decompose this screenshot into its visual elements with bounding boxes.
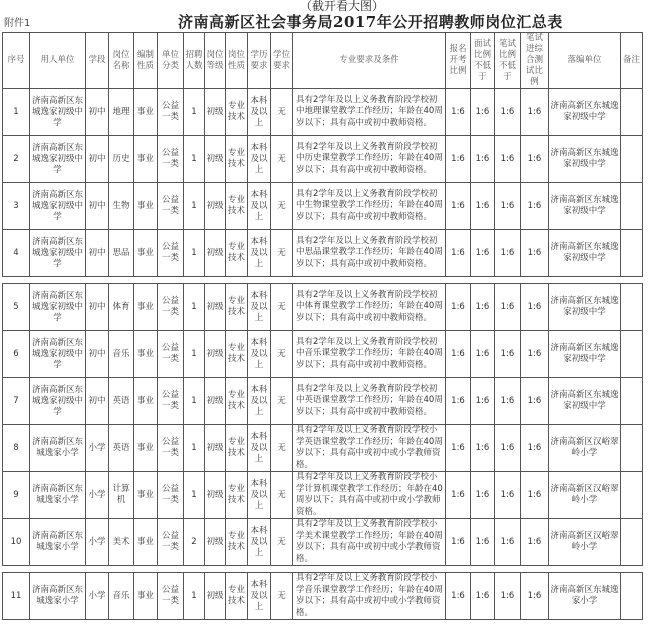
interview-ratio: 1:6 — [471, 472, 495, 519]
staffing-type: 事业 — [134, 230, 158, 277]
written-ratio: 1:6 — [495, 89, 521, 136]
employer-unit: 济南高新区东城逸家初级中学 — [30, 378, 86, 425]
degree-req: 无 — [271, 183, 293, 230]
interview-ratio: 1:6 — [471, 183, 495, 230]
column-header: 岗位等级 — [205, 33, 226, 89]
hiring-count: 1 — [184, 230, 205, 277]
conditions: 具有2学年及以上义务教育阶段学校小学英语课堂教学工作经历；年龄在40周岁以下；具有高中或初中或小学教师资格。 — [293, 425, 446, 472]
employer-unit: 济南高新区东城逸家初级中学 — [30, 284, 86, 331]
destination-unit: 济南高新区东城逸家初级中学 — [549, 230, 621, 277]
staffing-type: 事业 — [134, 573, 158, 620]
post-nature: 专业技术 — [226, 136, 248, 183]
post-level: 初级 — [205, 519, 226, 566]
post-name: 体育 — [109, 284, 134, 331]
interview-ratio: 1:6 — [471, 89, 495, 136]
row-number: 6 — [3, 331, 30, 378]
written-ratio: 1:6 — [495, 331, 521, 378]
post-level: 初级 — [205, 89, 226, 136]
degree-req: 无 — [271, 573, 293, 620]
written-ratio: 1:6 — [495, 284, 521, 331]
unit-category: 公益一类 — [158, 230, 184, 277]
hiring-count: 1 — [184, 472, 205, 519]
destination-unit: 济南高新区东城逸家初级中学 — [549, 136, 621, 183]
post-name: 历史 — [109, 136, 134, 183]
interview-ratio: 1:6 — [471, 284, 495, 331]
remarks — [621, 331, 643, 378]
education-req: 本科及以上 — [248, 573, 271, 620]
staffing-type: 事业 — [134, 378, 158, 425]
row-number: 1 — [3, 89, 30, 136]
column-header: 招聘人数 — [184, 33, 205, 89]
degree-req: 无 — [271, 230, 293, 277]
written-ratio: 1:6 — [495, 183, 521, 230]
gap-cell — [3, 566, 643, 573]
column-header: 专业要求及条件 — [293, 33, 446, 89]
school-stage: 初中 — [86, 378, 109, 425]
column-header: 学历要求 — [248, 33, 271, 89]
registration-ratio: 1:6 — [446, 89, 471, 136]
school-stage: 初中 — [86, 136, 109, 183]
column-header: 学段 — [86, 33, 109, 89]
education-req: 本科及以上 — [248, 183, 271, 230]
destination-unit: 济南高新区东城逸家小学 — [549, 573, 621, 620]
remarks — [621, 573, 643, 620]
written-ratio: 1:6 — [495, 136, 521, 183]
interview-ratio: 1:6 — [471, 136, 495, 183]
interview-ratio: 1:6 — [471, 331, 495, 378]
unit-category: 公益一类 — [158, 136, 184, 183]
destination-unit: 济南高新区东城逸家初级中学 — [549, 331, 621, 378]
post-level: 初级 — [205, 136, 226, 183]
composite-test-ratio: 1:6 — [521, 230, 549, 277]
staffing-type: 事业 — [134, 472, 158, 519]
post-name: 音乐 — [109, 331, 134, 378]
conditions: 具有2学年及以上义务教育阶段学校初中地理课堂教学工作经历；年龄在40周岁以下；具有高中或初中教师资格。 — [293, 89, 446, 136]
registration-ratio: 1:6 — [446, 472, 471, 519]
column-header: 落编单位 — [549, 33, 621, 89]
school-stage: 初中 — [86, 284, 109, 331]
education-req: 本科及以上 — [248, 284, 271, 331]
row-number: 5 — [3, 284, 30, 331]
post-level: 初级 — [205, 230, 226, 277]
table-row — [3, 331, 643, 378]
composite-test-ratio: 1:6 — [521, 331, 549, 378]
conditions: 具有2学年及以上义务教育阶段学校小学计算机课堂教学工作经历；年龄在40周岁以下；具有高中或初中或小学教师资格。 — [293, 472, 446, 519]
employer-unit: 济南高新区东城逸家小学 — [30, 519, 86, 566]
degree-req: 无 — [271, 378, 293, 425]
unit-category: 公益一类 — [158, 573, 184, 620]
employer-unit: 济南高新区东城逸家小学 — [30, 573, 86, 620]
unit-category: 公益一类 — [158, 331, 184, 378]
conditions: 具有2学年及以上义务教育阶段学校初中体育课堂教学工作经历；年龄在40周岁以下；具有高中或初中教师资格。 — [293, 284, 446, 331]
interview-ratio: 1:6 — [471, 230, 495, 277]
interview-ratio: 1:6 — [471, 519, 495, 566]
staffing-type: 事业 — [134, 425, 158, 472]
hiring-count: 1 — [184, 136, 205, 183]
row-number: 7 — [3, 378, 30, 425]
post-name: 思品 — [109, 230, 134, 277]
school-stage: 初中 — [86, 89, 109, 136]
post-nature: 专业技术 — [226, 89, 248, 136]
table-row — [3, 519, 643, 566]
hiring-count: 1 — [184, 378, 205, 425]
column-header: 用人单位 — [30, 33, 86, 89]
unit-category: 公益一类 — [158, 425, 184, 472]
degree-req: 无 — [271, 331, 293, 378]
registration-ratio: 1:6 — [446, 378, 471, 425]
column-header: 单位分类 — [158, 33, 184, 89]
written-ratio: 1:6 — [495, 573, 521, 620]
composite-test-ratio: 1:6 — [521, 378, 549, 425]
school-stage: 小学 — [86, 519, 109, 566]
post-nature: 专业技术 — [226, 378, 248, 425]
document-title: 济南高新区社会事务局2017年公开招聘教师岗位汇总表 — [178, 13, 563, 31]
education-req: 本科及以上 — [248, 136, 271, 183]
registration-ratio: 1:6 — [446, 136, 471, 183]
column-header: 报名开考比例 — [446, 33, 471, 89]
destination-unit: 济南高新区东城逸家初级中学 — [549, 89, 621, 136]
destination-unit: 济南高新区汉峪翠岭小学 — [549, 472, 621, 519]
degree-req: 无 — [271, 425, 293, 472]
post-nature: 专业技术 — [226, 573, 248, 620]
staffing-type: 事业 — [134, 519, 158, 566]
row-number: 3 — [3, 183, 30, 230]
conditions: 具有2学年及以上义务教育阶段学校初中思品课堂教学工作经历；年龄在40周岁以下；具有高中或初中教师资格。 — [293, 230, 446, 277]
remarks — [621, 425, 643, 472]
column-header: 学位要求 — [271, 33, 293, 89]
post-name: 英语 — [109, 378, 134, 425]
school-stage: 初中 — [86, 230, 109, 277]
post-nature: 专业技术 — [226, 425, 248, 472]
post-nature: 专业技术 — [226, 519, 248, 566]
table-row — [3, 89, 643, 136]
staffing-type: 事业 — [134, 89, 158, 136]
column-header: 面试比例不低于 — [471, 33, 495, 89]
composite-test-ratio: 1:6 — [521, 183, 549, 230]
destination-unit: 济南高新区东城逸家初级中学 — [549, 284, 621, 331]
interview-ratio: 1:6 — [471, 573, 495, 620]
composite-test-ratio: 1:6 — [521, 284, 549, 331]
table-row — [3, 472, 643, 519]
employer-unit: 济南高新区东城逸家初级中学 — [30, 89, 86, 136]
conditions: 具有2学年及以上义务教育阶段学校小学美术课堂教学工作经历；年龄在40周岁以下；具有高中或初中或小学教师资格。 — [293, 519, 446, 566]
column-header: 笔试进综合测试比例 — [521, 33, 549, 89]
education-req: 本科及以上 — [248, 519, 271, 566]
column-header: 岗位性质 — [226, 33, 248, 89]
table-row — [3, 136, 643, 183]
post-level: 初级 — [205, 331, 226, 378]
post-level: 初级 — [205, 425, 226, 472]
gap-cell — [3, 277, 643, 284]
conditions: 具有2学年及以上义务教育阶段学校初中音乐课堂教学工作经历；年龄在40周岁以下；具有高中或初中教师资格。 — [293, 331, 446, 378]
degree-req: 无 — [271, 519, 293, 566]
registration-ratio: 1:6 — [446, 230, 471, 277]
interview-ratio: 1:6 — [471, 378, 495, 425]
composite-test-ratio: 1:6 — [521, 89, 549, 136]
school-stage: 初中 — [86, 183, 109, 230]
staffing-type: 事业 — [134, 284, 158, 331]
education-req: 本科及以上 — [248, 331, 271, 378]
row-number: 4 — [3, 230, 30, 277]
hiring-count: 1 — [184, 425, 205, 472]
composite-test-ratio: 1:6 — [521, 136, 549, 183]
registration-ratio: 1:6 — [446, 331, 471, 378]
composite-test-ratio: 1:6 — [521, 519, 549, 566]
row-number: 10 — [3, 519, 30, 566]
hiring-count: 1 — [184, 331, 205, 378]
hiring-count: 1 — [184, 284, 205, 331]
conditions: 具有2学年及以上义务教育阶段学校小学音乐课堂教学工作经历；年龄在40周岁以下；具有高中或初中或小学教师资格。 — [293, 573, 446, 620]
staffing-type: 事业 — [134, 331, 158, 378]
unit-category: 公益一类 — [158, 472, 184, 519]
staffing-type: 事业 — [134, 183, 158, 230]
written-ratio: 1:6 — [495, 425, 521, 472]
row-number: 8 — [3, 425, 30, 472]
hiring-count: 1 — [184, 89, 205, 136]
post-nature: 专业技术 — [226, 284, 248, 331]
remarks — [621, 89, 643, 136]
registration-ratio: 1:6 — [446, 519, 471, 566]
post-name: 英语 — [109, 425, 134, 472]
post-level: 初级 — [205, 378, 226, 425]
hiring-count: 1 — [184, 573, 205, 620]
post-name: 音乐 — [109, 573, 134, 620]
registration-ratio: 1:6 — [446, 425, 471, 472]
staffing-type: 事业 — [134, 136, 158, 183]
row-number: 2 — [3, 136, 30, 183]
unit-category: 公益一类 — [158, 284, 184, 331]
written-ratio: 1:6 — [495, 519, 521, 566]
destination-unit: 济南高新区东城逸家初级中学 — [549, 378, 621, 425]
row-number: 9 — [3, 472, 30, 519]
destination-unit: 济南高新区汉峪翠岭小学 — [549, 519, 621, 566]
conditions: 具有2学年及以上义务教育阶段学校初中历史课堂教学工作经历；年龄在40周岁以下；具有高中或初中教师资格。 — [293, 136, 446, 183]
conditions: 具有2学年及以上义务教育阶段学校初中生物课堂教学工作经历；年龄在40周岁以下；具有高中或初中教师资格。 — [293, 183, 446, 230]
employer-unit: 济南高新区东城逸家小学 — [30, 425, 86, 472]
employer-unit: 济南高新区东城逸家初级中学 — [30, 230, 86, 277]
column-header: 备注 — [621, 33, 643, 89]
table-row — [3, 425, 643, 472]
row-number: 11 — [3, 573, 30, 620]
table-row — [3, 183, 643, 230]
unit-category: 公益一类 — [158, 89, 184, 136]
hiring-count: 1 — [184, 183, 205, 230]
written-ratio: 1:6 — [495, 472, 521, 519]
remarks — [621, 230, 643, 277]
post-name: 美术 — [109, 519, 134, 566]
post-nature: 专业技术 — [226, 331, 248, 378]
school-stage: 小学 — [86, 472, 109, 519]
table-header-row — [3, 33, 643, 89]
unit-category: 公益一类 — [158, 183, 184, 230]
destination-unit: 济南高新区汉峪翠岭小学 — [549, 425, 621, 472]
unit-category: 公益一类 — [158, 519, 184, 566]
page-gap — [3, 277, 643, 284]
education-req: 本科及以上 — [248, 230, 271, 277]
post-level: 初级 — [205, 183, 226, 230]
positions-table — [2, 32, 643, 620]
education-req: 本科及以上 — [248, 378, 271, 425]
degree-req: 无 — [271, 284, 293, 331]
school-stage: 初中 — [86, 331, 109, 378]
composite-test-ratio: 1:6 — [521, 573, 549, 620]
post-level: 初级 — [205, 284, 226, 331]
employer-unit: 济南高新区东城逸家初级中学 — [30, 331, 86, 378]
column-header: 编制性质 — [134, 33, 158, 89]
employer-unit: 济南高新区东城逸家初级中学 — [30, 136, 86, 183]
column-header: 笔试比例不低于 — [495, 33, 521, 89]
remarks — [621, 284, 643, 331]
written-ratio: 1:6 — [495, 230, 521, 277]
remarks — [621, 378, 643, 425]
unit-category: 公益一类 — [158, 378, 184, 425]
hiring-count: 2 — [184, 519, 205, 566]
post-nature: 专业技术 — [226, 230, 248, 277]
post-nature: 专业技术 — [226, 472, 248, 519]
table-row — [3, 378, 643, 425]
remarks — [621, 183, 643, 230]
registration-ratio: 1:6 — [446, 183, 471, 230]
post-name: 计算机 — [109, 472, 134, 519]
education-req: 本科及以上 — [248, 425, 271, 472]
conditions: 具有2学年及以上义务教育阶段学校初中英语课堂教学工作经历；年龄在40周岁以下；具有高中或初中教师资格。 — [293, 378, 446, 425]
degree-req: 无 — [271, 136, 293, 183]
table-row — [3, 573, 643, 620]
post-nature: 专业技术 — [226, 183, 248, 230]
remarks — [621, 519, 643, 566]
education-req: 本科及以上 — [248, 472, 271, 519]
composite-test-ratio: 1:6 — [521, 425, 549, 472]
education-req: 本科及以上 — [248, 89, 271, 136]
interview-ratio: 1:6 — [471, 425, 495, 472]
employer-unit: 济南高新区东城逸家小学 — [30, 472, 86, 519]
column-header: 岗位名称 — [109, 33, 134, 89]
page-gap — [3, 566, 643, 573]
post-name: 生物 — [109, 183, 134, 230]
school-stage: 小学 — [86, 425, 109, 472]
post-level: 初级 — [205, 472, 226, 519]
employer-unit: 济南高新区东城逸家初级中学 — [30, 183, 86, 230]
table-row — [3, 284, 643, 331]
registration-ratio: 1:6 — [446, 573, 471, 620]
table-row — [3, 230, 643, 277]
school-stage: 小学 — [86, 573, 109, 620]
destination-unit: 济南高新区东城逸家初级中学 — [549, 183, 621, 230]
remarks — [621, 136, 643, 183]
view-large-hint: （截开看大图） — [300, 0, 385, 13]
degree-req: 无 — [271, 472, 293, 519]
remarks — [621, 472, 643, 519]
composite-test-ratio: 1:6 — [521, 472, 549, 519]
column-header: 序号 — [3, 33, 30, 89]
attachment-label: 附件1 — [4, 18, 31, 29]
post-name: 地理 — [109, 89, 134, 136]
written-ratio: 1:6 — [495, 378, 521, 425]
post-level: 初级 — [205, 573, 226, 620]
registration-ratio: 1:6 — [446, 284, 471, 331]
degree-req: 无 — [271, 89, 293, 136]
